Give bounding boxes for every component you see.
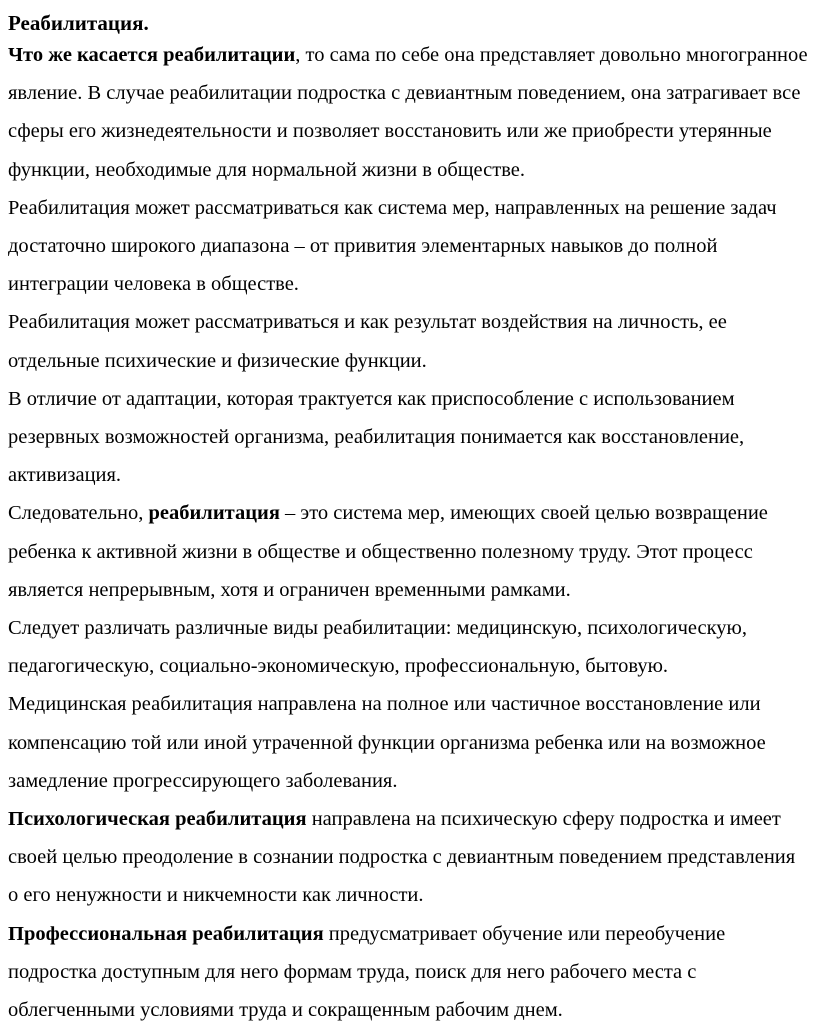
paragraph-professional <box>8 915 810 1030</box>
paragraph-definition <box>8 494 810 609</box>
paragraph-adaptation: В отличие от адаптации, которая трактуется как приспособление с использованием резервных возможностей организма, реабилитация понимается как восстановление, активизация. <box>8 387 745 487</box>
document-heading: Реабилитация. <box>8 11 149 35</box>
paragraph-definition-text: – это система мер, имеющих своей целью возвращение ребенка к активной жизни в обществе и общественно полезному труду. Этот процесс является непрерывным, хотя и ограничен временными рамками. <box>8 502 768 601</box>
paragraph-psychological-text: направлена на психическую сферу подростка и имеет своей целью преодоление в сознании подростка с девиантным поведением представления о его ненужности и никчемности как личности. <box>8 808 796 907</box>
paragraph-professional-text: предусматривает обучение или переобучение подростка доступным для него формам труда, поиск для него рабочего места с облегченными условиями труда и сокращенным рабочим днем. <box>8 922 726 1022</box>
paragraph-definition-bold: реабилитация <box>148 502 280 525</box>
paragraph-professional-bold: Профессиональная реабилитация <box>8 922 324 945</box>
paragraph-definition-pre: Следовательно, <box>8 502 149 525</box>
paragraph-intro-text: , то сама по себе она представляет довольно многогранное явление. В случае реабилитации подростка с девиантным поведением, она затрагивает все сферы его жизнедеятельности и позволяет восстановить или же приобрести утерянные функции, необходимые для нормальной жизни в обществе. <box>8 44 808 181</box>
paragraph-result: Реабилитация может рассматриваться и как результат воздействия на личность, ее отдельные психические и физические функции. <box>8 311 727 372</box>
paragraph-psychological <box>8 800 810 915</box>
paragraph-intro <box>8 36 810 189</box>
paragraph-intro-bold: Что же касается реабилитации <box>8 44 296 66</box>
paragraph-system: Реабилитация может рассматриваться как система мер, направленных на решение задач достаточно широкого диапазона – от привития элементарных навыков до полной интеграции человека в обществе. <box>8 196 777 296</box>
paragraph-medical: Медицинская реабилитация направлена на полное или частичное восстановление или компенсацию той или иной утраченной функции организма ребенка или на возможное замедление прогрессирующего заболевания. <box>8 693 766 792</box>
paragraph-psychological-bold: Психологическая реабилитация <box>8 808 307 831</box>
paragraph-types: Следует различать различные виды реабилитации: медицинскую, психологическую, педагогическую, социально-экономическую, профессиональную, бытовую. <box>8 617 747 678</box>
